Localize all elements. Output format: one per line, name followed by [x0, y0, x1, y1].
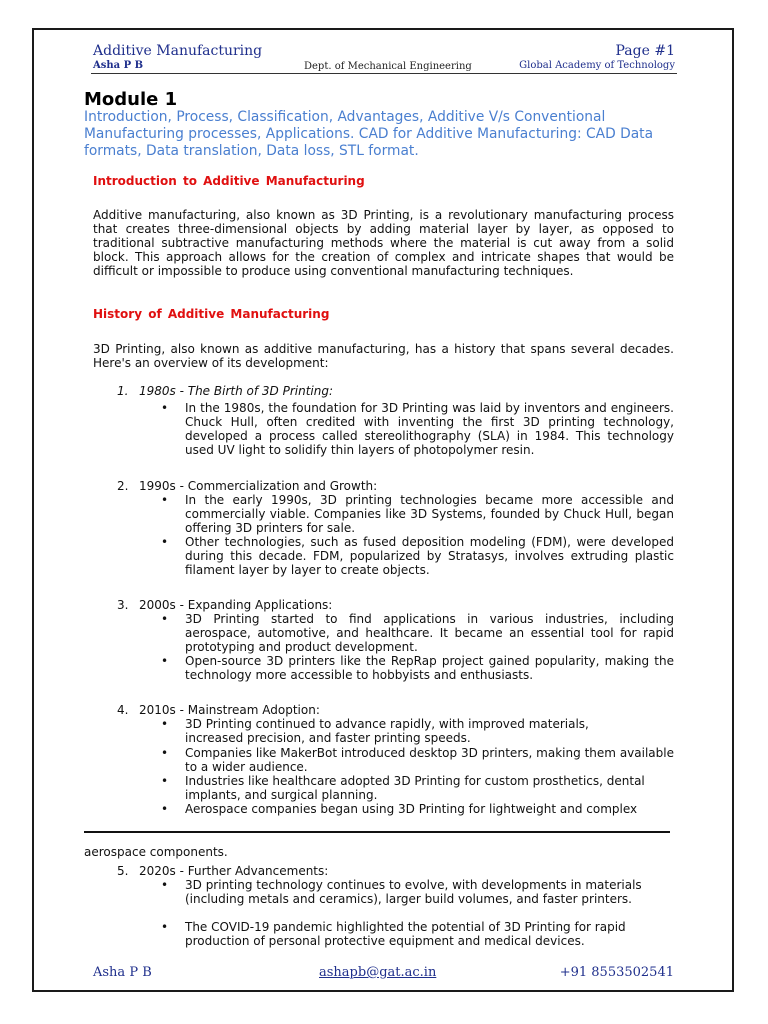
intro-heading: Introduction to Additive Manufacturing — [93, 174, 365, 188]
list-item-number: 1. — [117, 384, 129, 398]
bullet-text: In the early 1990s, 3D printing technologies became more accessible and commercially viable. Companies like 3D Systems, founded by Chuck Hull, began offering 3D printers for sale. — [185, 493, 674, 535]
header-college: Global Academy of Technology — [519, 60, 675, 71]
bullet-text: Industries like healthcare adopted 3D Printing for custom prosthetics, dental implants, and surgical planning. — [185, 774, 645, 802]
bullet-icon: • — [161, 493, 169, 507]
list-item-title: 2000s - Expanding Applications: — [139, 598, 333, 612]
bullet-text: 3D Printing started to find applications in various industries, including aerospace, automotive, and healthcare. It became an essential tool for rapid prototyping and product development. — [185, 612, 674, 654]
module-title: Module 1 — [84, 89, 178, 110]
bullet-icon: • — [161, 612, 169, 626]
list-item-number: 5. — [117, 864, 129, 878]
header-page-number: Page #1 — [615, 43, 675, 59]
header-author: Asha P B — [93, 60, 144, 71]
bullet-text: Open-source 3D printers like the RepRap project gained popularity, making the technology more accessible to hobbyists and enthusiasts. — [185, 654, 674, 682]
header-title: Additive Manufacturing — [93, 43, 263, 59]
bullet-text: Aerospace companies began using 3D Printing for lightweight and complex — [185, 802, 638, 816]
bullet-icon: • — [161, 401, 169, 415]
footer-phone: +91 8553502541 — [559, 965, 674, 980]
bullet-text: The COVID-19 pandemic highlighted the potential of 3D Printing for rapid production of personal protective equipment and medical devices. — [185, 920, 626, 948]
bullet-icon: • — [161, 878, 169, 892]
module-description: Introduction, Process, Classification, Advantages, Additive V/s Conventional Manufacturing processes, Applications. CAD for Additive Manufacturing: CAD Data formats, Data translation, Data loss, STL format. — [84, 109, 654, 159]
intro-paragraph: Additive manufacturing, also known as 3D Printing, is a revolutionary manufacturing process that creates three-dimensional objects by adding material layer by layer, as opposed to traditional subtractive manufacturing methods where the material is cut away from a solid block. This approach allows for the creation of complex and intricate shapes that would be difficult or impossible to produce using conventional manufacturing techniques. — [93, 208, 674, 278]
list-item-title: 1990s - Commercialization and Growth: — [139, 479, 378, 493]
header-department: Dept. of Mechanical Engineering — [304, 61, 472, 72]
history-heading: History of Additive Manufacturing — [93, 307, 330, 321]
bullet-icon: • — [161, 535, 169, 549]
bullet-icon: • — [161, 920, 169, 934]
list-item-title: 2020s - Further Advancements: — [139, 864, 329, 878]
bullet-text: 3D printing technology continues to evolve, with developments in materials (including metals and ceramics), larger build volumes, and faster printers. — [185, 878, 642, 906]
header-divider — [91, 73, 677, 74]
bullet-icon: • — [161, 774, 169, 788]
bullet-icon: • — [161, 802, 169, 816]
bullet-text: 3D Printing continued to advance rapidly, with improved materials, increased precision, and faster printing speeds. — [185, 717, 589, 745]
bullet-text: In the 1980s, the foundation for 3D Printing was laid by inventors and engineers. Chuck Hull, often credited with inventing the first 3D printing technology, developed a process called stereolithography (SLA) in 1984. This technology used UV light to solidify thin layers of photopolymer resin. — [185, 401, 674, 457]
list-item-title: 1980s - The Birth of 3D Printing: — [139, 384, 333, 398]
footer-name: Asha P B — [93, 965, 152, 980]
list-item-title: 2010s - Mainstream Adoption: — [139, 703, 320, 717]
bullet-icon: • — [161, 654, 169, 668]
footer-email-link[interactable]: ashapb@gat.ac.in — [319, 965, 437, 980]
bullet-text: Other technologies, such as fused deposition modeling (FDM), were developed during this decade. FDM, popularized by Stratasys, involves extruding plastic filament layer by layer to create objects. — [185, 535, 674, 577]
history-paragraph: 3D Printing, also known as additive manufacturing, has a history that spans several decades. Here's an overview of its development: — [93, 342, 674, 370]
bullet-text: Companies like MakerBot introduced desktop 3D printers, making them available to a wider audience. — [185, 746, 674, 774]
page-break-line — [84, 831, 670, 833]
continuation-text: aerospace components. — [84, 845, 228, 859]
bullet-icon: • — [161, 746, 169, 760]
list-item-number: 2. — [117, 479, 129, 493]
bullet-icon: • — [161, 717, 169, 731]
list-item-number: 3. — [117, 598, 129, 612]
list-item-number: 4. — [117, 703, 129, 717]
